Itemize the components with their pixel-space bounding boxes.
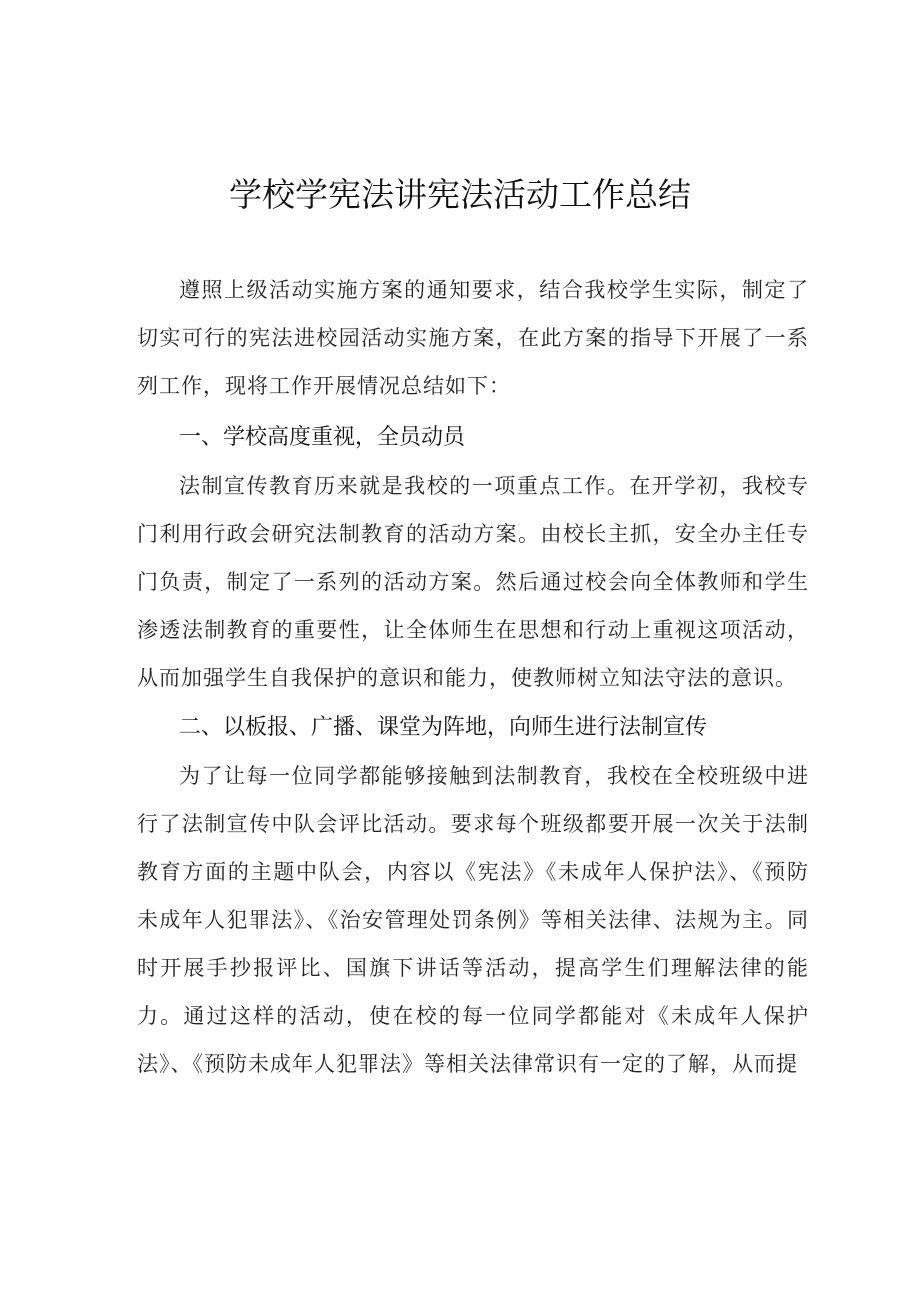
intro-paragraph: 遵照上级活动实施方案的通知要求，结合我校学生实际，制定了切实可行的宪法进校园活动实施方案，在此方案的指导下开展了一系列工作，现将工作开展情况总结如下： xyxy=(137,278,809,398)
section-body-1: 法制宣传教育历来就是我校的一项重点工作。在开学初，我校专门利用行政会研究法制教育的活动方案。由校长主抓，安全办主任专门负责，制定了一系列的活动方案。然后通过校会向全体教师和学生渗透法制教育的重要性，让全体师生在思想和行动上重视这项活动，从而加强学生自我保护的意识和能力，使教师树立知法守法的意识。 xyxy=(137,474,809,690)
section-heading-1: 一、学校高度重视，全员动员 xyxy=(179,425,466,450)
section-heading-2: 二、以板报、广播、课堂为阵地，向师生进行法制宣传 xyxy=(179,715,708,740)
section-body-2: 为了让每一位同学都能够接触到法制教育，我校在全校班级中进行了法制宣传中队会评比活动。要求每个班级都要开展一次关于法制教育方面的主题中队会，内容以《宪法》《未成年人保护法》、《预防未成年人犯罪法》、《治安管理处罚条例》等相关法律、法规为主。同时开展手抄报评比、国旗下讲话等活动，提高学生们理解法律的能力。通过这样的活动，使在校的每一位同学都能对《未成年人保护法》、《预防未成年人犯罪法》等相关法律常识有一定的了解，从而提 xyxy=(137,764,809,1076)
document-title: 学校学宪法讲宪法活动工作总结 xyxy=(229,175,691,214)
